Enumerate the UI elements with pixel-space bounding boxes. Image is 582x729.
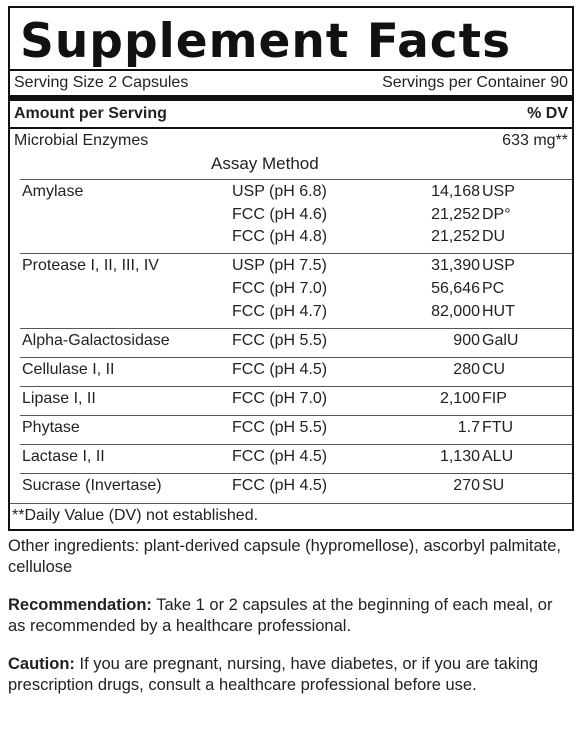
recommendation — [8, 595, 574, 637]
activity-unit: CU — [482, 360, 506, 378]
activity-unit: FTU — [482, 418, 514, 436]
activity-value: 82,000 — [431, 302, 480, 320]
table-row-divider — [20, 328, 572, 329]
table-row-divider — [20, 415, 572, 416]
recommendation-text: Take 1 or 2 capsules at the beginning of each meal, or as recommended by a healthcare professional. — [8, 596, 553, 635]
activity-unit: HUT — [482, 302, 515, 320]
footnote-divider — [10, 503, 572, 504]
panel-title: Supplement Facts — [20, 14, 512, 69]
assay-method: FCC (pH 7.0) — [232, 389, 328, 407]
assay-method: FCC (pH 7.0) — [232, 279, 328, 297]
thick-divider — [10, 95, 572, 101]
assay-method: FCC (pH 4.5) — [232, 448, 328, 465]
table-row-divider — [20, 357, 572, 358]
assay-method: FCC (pH 4.7) — [232, 302, 328, 320]
activity-value: 270 — [453, 477, 480, 495]
activity-unit: FIP — [482, 389, 507, 407]
supplement-facts-panel — [8, 6, 574, 531]
activity-unit: DU — [482, 228, 506, 246]
enzyme-name: Lipase I, II — [22, 389, 96, 407]
assay-method: FCC (pH 4.6) — [232, 205, 328, 223]
enzyme-name: Phytase — [22, 418, 80, 436]
activity-value: 31,390 — [431, 257, 480, 275]
recommendation-label: Recommendation: — [8, 596, 152, 614]
amount-header: Amount per Serving — [14, 105, 167, 122]
activity-value: 21,252 — [431, 205, 480, 223]
table-row-divider — [20, 444, 572, 445]
activity-value: 1,130 — [439, 448, 480, 465]
title-divider — [10, 69, 572, 71]
assay-method: USP (pH 6.8) — [232, 183, 327, 200]
enzyme-name: Sucrase (Invertase) — [22, 477, 162, 495]
assay-method: FCC (pH 4.5) — [232, 477, 328, 495]
assay-method: FCC (pH 5.5) — [232, 331, 328, 349]
header-divider — [10, 127, 572, 129]
activity-value: 1.7 — [457, 418, 480, 436]
assay-method: FCC (pH 5.5) — [232, 418, 328, 436]
enzyme-name: Amylase — [22, 183, 84, 200]
ingredient-group-amount: 633 mg** — [502, 132, 568, 149]
activity-value: 56,646 — [431, 279, 480, 297]
table-row-divider — [20, 386, 572, 387]
activity-unit: PC — [482, 279, 505, 297]
assay-method: FCC (pH 4.8) — [232, 228, 328, 246]
dv-header: % DV — [527, 105, 568, 122]
enzyme-name: Protease I, II, III, IV — [22, 257, 159, 275]
assay-method: USP (pH 7.5) — [232, 257, 327, 275]
enzyme-name: Alpha-Galactosidase — [22, 331, 170, 349]
caution-text: If you are pregnant, nursing, have diabetes, or if you are taking prescription drugs, consult a healthcare professional before use. — [8, 655, 539, 694]
activity-value: 2,100 — [439, 389, 480, 407]
activity-value: 280 — [453, 360, 480, 378]
table-row-divider — [20, 473, 572, 474]
activity-unit: GalU — [482, 331, 519, 349]
enzyme-name: Cellulase I, II — [22, 360, 115, 378]
activity-unit: ALU — [482, 448, 514, 465]
assay-method: FCC (pH 4.5) — [232, 360, 328, 378]
caution-label: Caution: — [8, 655, 75, 673]
activity-unit: DP° — [482, 205, 511, 223]
other-ingredients: Other ingredients: plant-derived capsule (hypromellose), ascorbyl palmitate, cellulose — [8, 537, 562, 576]
activity-value: 21,252 — [431, 228, 480, 246]
activity-value: 14,168 — [431, 183, 480, 200]
caution — [8, 654, 574, 696]
table-row-divider — [20, 179, 572, 180]
enzyme-name: Lactase I, II — [22, 448, 105, 465]
serving-size: Serving Size 2 Capsules — [14, 74, 189, 91]
ingredient-group-name: Microbial Enzymes — [14, 132, 149, 149]
activity-value: 900 — [453, 331, 480, 349]
activity-unit: SU — [482, 477, 505, 495]
table-row-divider — [20, 253, 572, 254]
assay-method-header: Assay Method — [211, 154, 319, 173]
activity-unit: USP — [482, 183, 515, 200]
servings-per-container: Servings per Container 90 — [382, 74, 568, 91]
activity-unit: USP — [482, 257, 515, 275]
dv-footnote: **Daily Value (DV) not established. — [12, 507, 259, 524]
